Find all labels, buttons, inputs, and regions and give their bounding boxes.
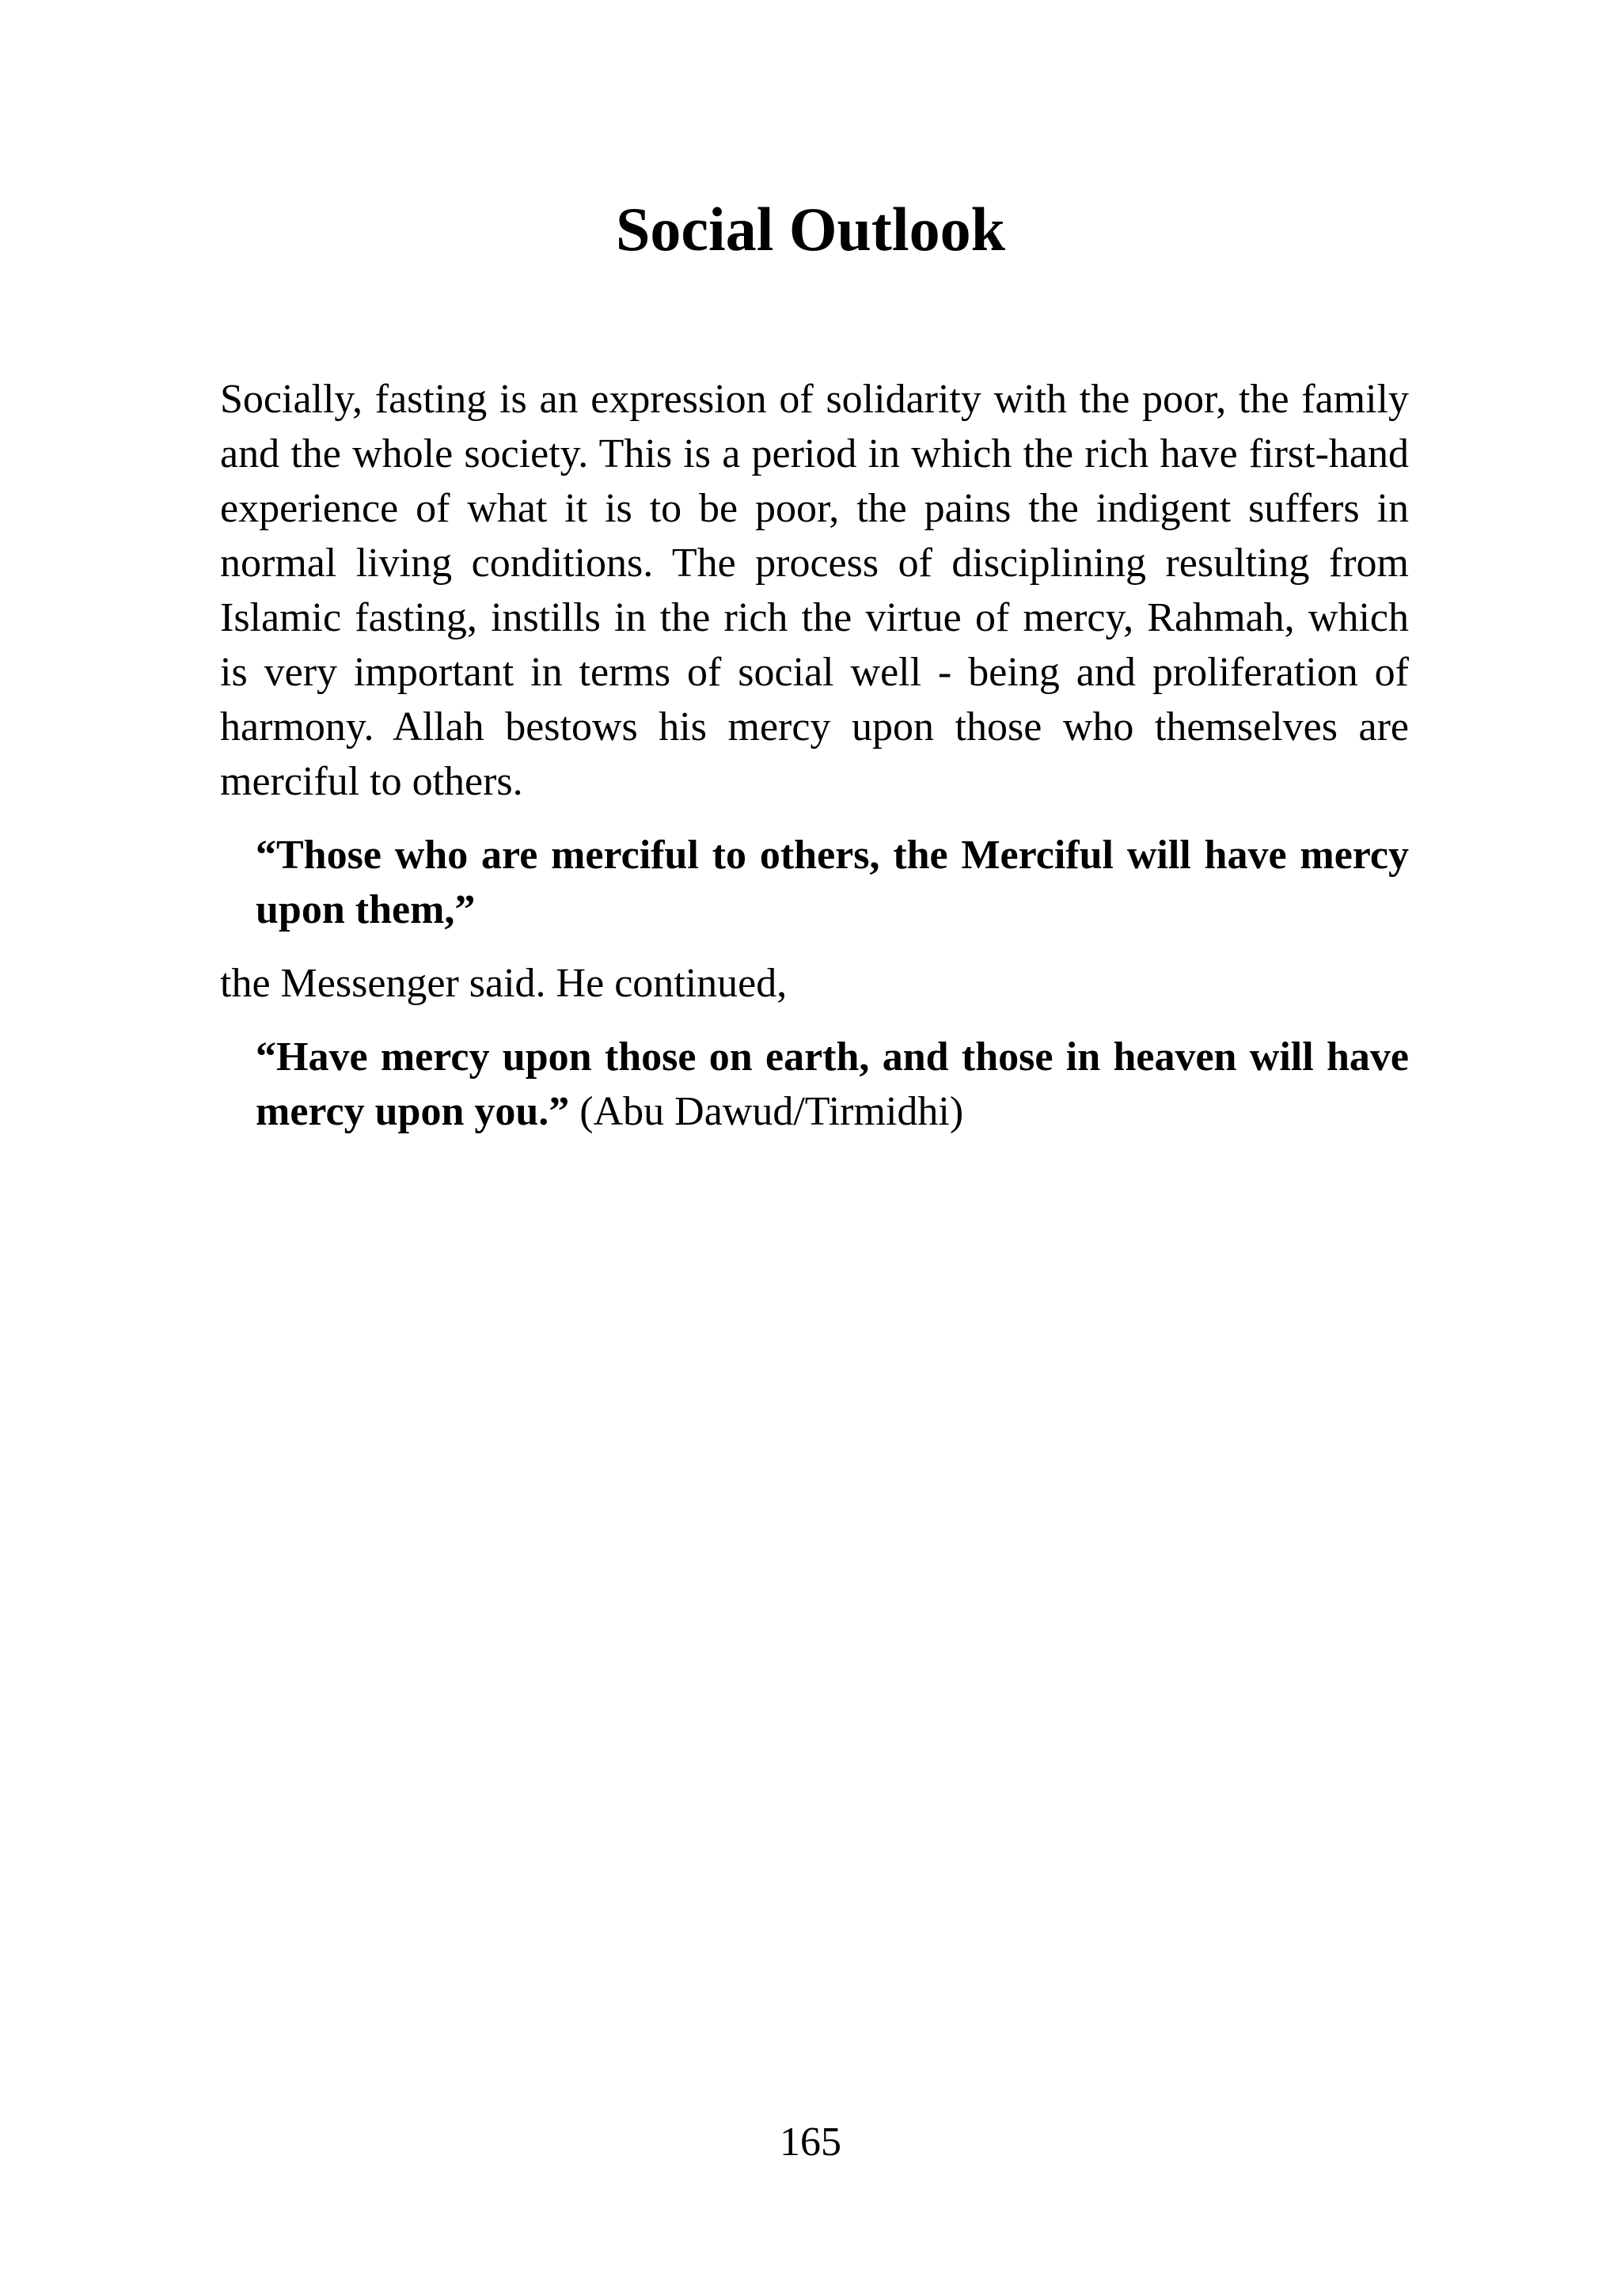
hadith-quote-1: “Those who are merciful to others, the Merciful will have mercy upon them,” xyxy=(256,833,1409,932)
body-content xyxy=(220,372,1409,1139)
narration-line: the Messenger said. He continued, xyxy=(220,961,788,1006)
page-title: Social Outlook xyxy=(616,195,1005,264)
page-number: 165 xyxy=(780,2120,841,2165)
citation: (Abu Dawud/Tirmidhi) xyxy=(579,1089,964,1134)
hadith-quote-2-text: “Have mercy upon those on earth, and those in heaven will have mercy upon you.” xyxy=(256,1034,1409,1134)
body-paragraph: Socially, fasting is an expression of solidarity with the poor, the family and the whole society. This is a period in which the rich have first-hand experience of what it is to be poor, the pains the indigent suffers in normal living conditions. The process of disciplining resulting from Islamic fasting, instills in the rich the virtue of mercy, Rahmah, which is very important in terms of social well - being and proliferation of harmony. Allah bestows his mercy upon those who themselves are merciful to others. xyxy=(220,377,1409,804)
hadith-quote-2 xyxy=(256,1030,1409,1139)
